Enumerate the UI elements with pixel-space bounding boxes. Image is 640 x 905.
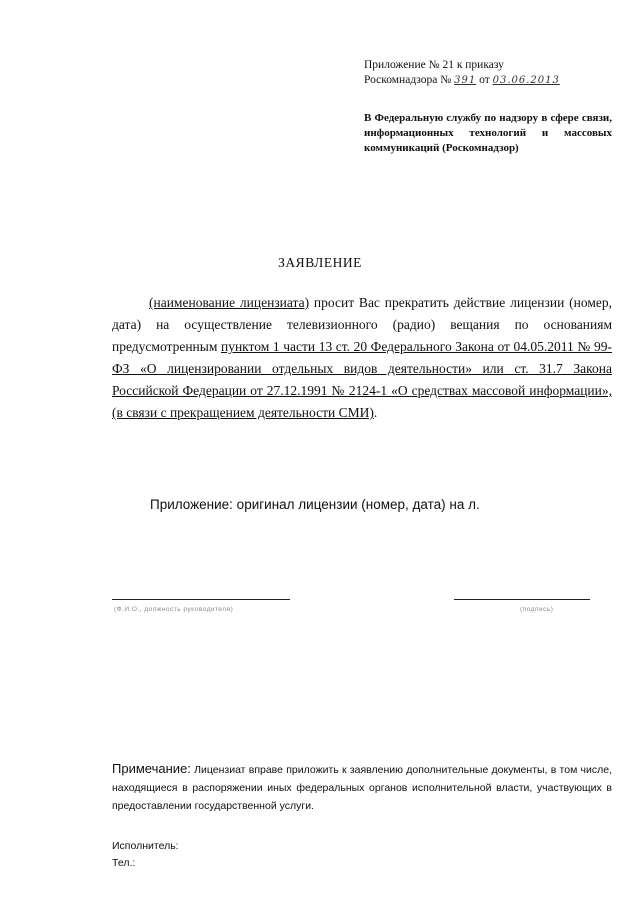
body-text-part-1: просит Вас прекратить действие лицензии (номер, дата) на осуществление телевизионного (радио) вещания по основаниям предусмотренным xyxy=(112,295,613,354)
note-block xyxy=(112,760,612,815)
licensee-placeholder: (наименование лицензиата) xyxy=(149,295,310,310)
executor-block xyxy=(112,838,179,872)
addressee-block: В Федеральную службу по надзору в сфере связи, информационных технологий и массовых коммуникаций (Роскомнадзор) xyxy=(364,112,612,154)
annex-order-number: 391 xyxy=(454,75,477,86)
annex-header xyxy=(364,58,614,88)
termination-reason: (в связи с прекращением деятельности СМИ) xyxy=(112,405,374,420)
annex-order-from: от xyxy=(479,74,490,86)
annex-line-1: Приложение № 21 к приказу xyxy=(364,59,504,71)
note-heading: Примечание: xyxy=(112,761,191,776)
application-paragraph xyxy=(112,292,612,424)
annex-order-date: 03.06.2013 xyxy=(492,75,560,86)
signature-caption: (подпись) xyxy=(520,606,554,613)
signatory-name-line xyxy=(112,599,290,600)
annex-line-2 xyxy=(364,73,614,88)
signatory-name-caption: (Ф.И.О., должность руководителя) xyxy=(114,606,234,613)
phone-label: Тел.: xyxy=(112,857,136,869)
signature-line xyxy=(454,599,590,600)
document-title: ЗАЯВЛЕНИЕ xyxy=(278,255,362,270)
note-paragraph xyxy=(112,760,612,815)
legal-basis-text: пунктом 1 части 13 ст. 20 Федерального Закона от 04.05.2011 № 99-ФЗ «О лицензировании отдельных видов деятельности» или ст. 31.7 Закона Российской Федерации от 27.12.1991 № 2124-1 «О средствах массовой информации», xyxy=(112,339,612,398)
executor-label: Исполнитель: xyxy=(112,840,179,852)
body-text-end: . xyxy=(373,405,378,420)
annex-order-prefix: Роскомнадзора № xyxy=(364,74,452,86)
application-body xyxy=(112,292,612,424)
note-text: Лицензиат вправе приложить к заявлению дополнительные документы, в том числе, находящиеся в распоряжении иных федеральных органов исполнительной власти, участвующих в предоставлении государственной услуги. xyxy=(112,764,612,812)
attachment-line: Приложение: оригинал лицензии (номер, дата) на л. xyxy=(150,497,480,512)
